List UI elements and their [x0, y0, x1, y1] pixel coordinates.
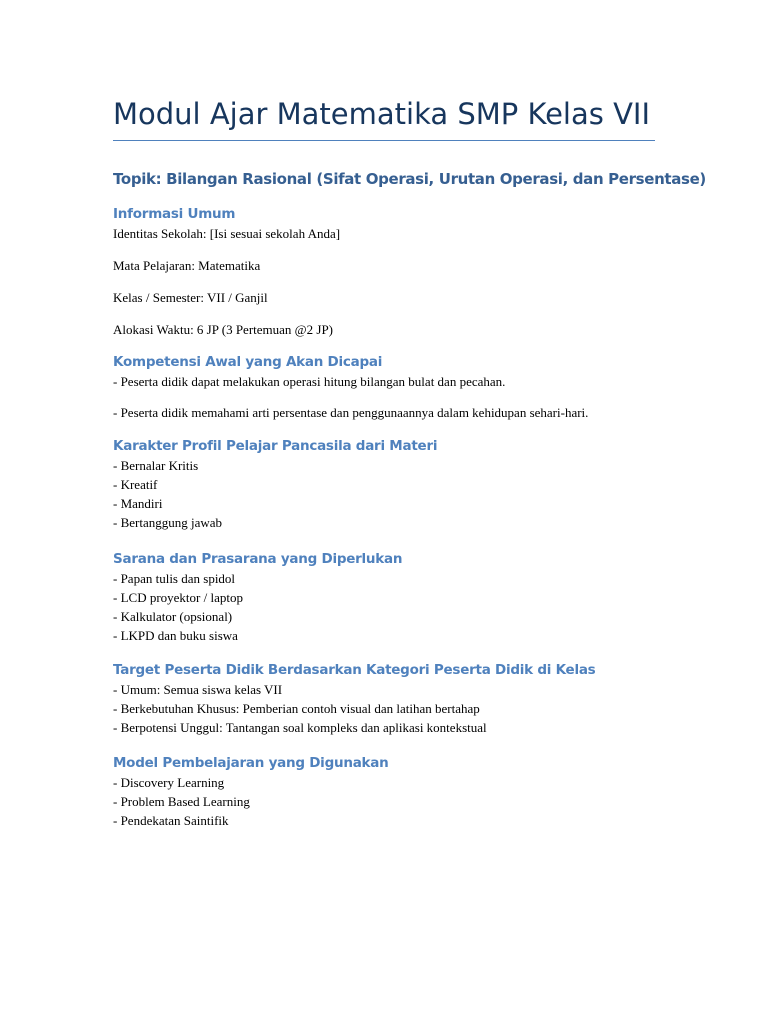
list-item: - Discovery Learning [113, 774, 225, 790]
heading-model-pembelajaran: Model Pembelajaran yang Digunakan [113, 754, 389, 771]
list-item: - LKPD dan buku siswa [113, 627, 238, 643]
kompetensi-item: - Peserta didik dapat melakukan operasi hitung bilangan bulat dan pecahan. [113, 373, 506, 389]
list-item: - Pendekatan Saintifik [113, 812, 229, 828]
info-mata-pelajaran: Mata Pelajaran: Matematika [113, 258, 261, 273]
profil-pelajar-list [113, 456, 655, 532]
kompetensi-item: - Peserta didik memahami arti persentase dan penggunaannya dalam kehidupan sehari-hari. [113, 405, 589, 420]
list-item: - Bertanggung jawab [113, 514, 223, 530]
document-content [113, 94, 706, 830]
heading-profil-pelajar: Karakter Profil Pelajar Pancasila dari Materi [113, 437, 438, 454]
topic-heading: Topik: Bilangan Rasional (Sifat Operasi, Urutan Operasi, dan Persentase) [113, 170, 706, 188]
heading-kompetensi-awal: Kompetensi Awal yang Akan Dicapai [113, 353, 383, 370]
target-peserta-list [113, 680, 655, 737]
list-item: - Problem Based Learning [113, 793, 250, 809]
list-item: - Bernalar Kritis [113, 457, 199, 473]
info-alokasi-waktu: Alokasi Waktu: 6 JP (3 Pertemuan @2 JP) [113, 322, 333, 337]
heading-target-peserta: Target Peserta Didik Berdasarkan Kategori Peserta Didik di Kelas [113, 661, 596, 678]
list-item: - Berkebutuhan Khusus: Pemberian contoh visual dan latihan bertahap [113, 700, 480, 716]
list-item: - Berpotensi Unggul: Tantangan soal kompleks dan aplikasi kontekstual [113, 719, 487, 735]
info-kelas-semester: Kelas / Semester: VII / Ganjil [113, 290, 268, 305]
list-item: - Umum: Semua siswa kelas VII [113, 681, 283, 697]
document-title: Modul Ajar Matematika SMP Kelas VII [113, 94, 655, 141]
list-item: - Kreatif [113, 476, 158, 492]
list-item: - LCD proyektor / laptop [113, 589, 243, 605]
model-pembelajaran-list [113, 773, 655, 830]
heading-informasi-umum: Informasi Umum [113, 206, 236, 222]
list-item: - Papan tulis dan spidol [113, 570, 236, 586]
info-identitas-sekolah: Identitas Sekolah: [Isi sesuai sekolah Anda] [113, 226, 341, 241]
sarana-prasarana-list [113, 569, 655, 645]
list-item: - Kalkulator (opsional) [113, 608, 233, 624]
heading-sarana-prasarana: Sarana dan Prasarana yang Diperlukan [113, 550, 403, 567]
list-item: - Mandiri [113, 495, 163, 511]
